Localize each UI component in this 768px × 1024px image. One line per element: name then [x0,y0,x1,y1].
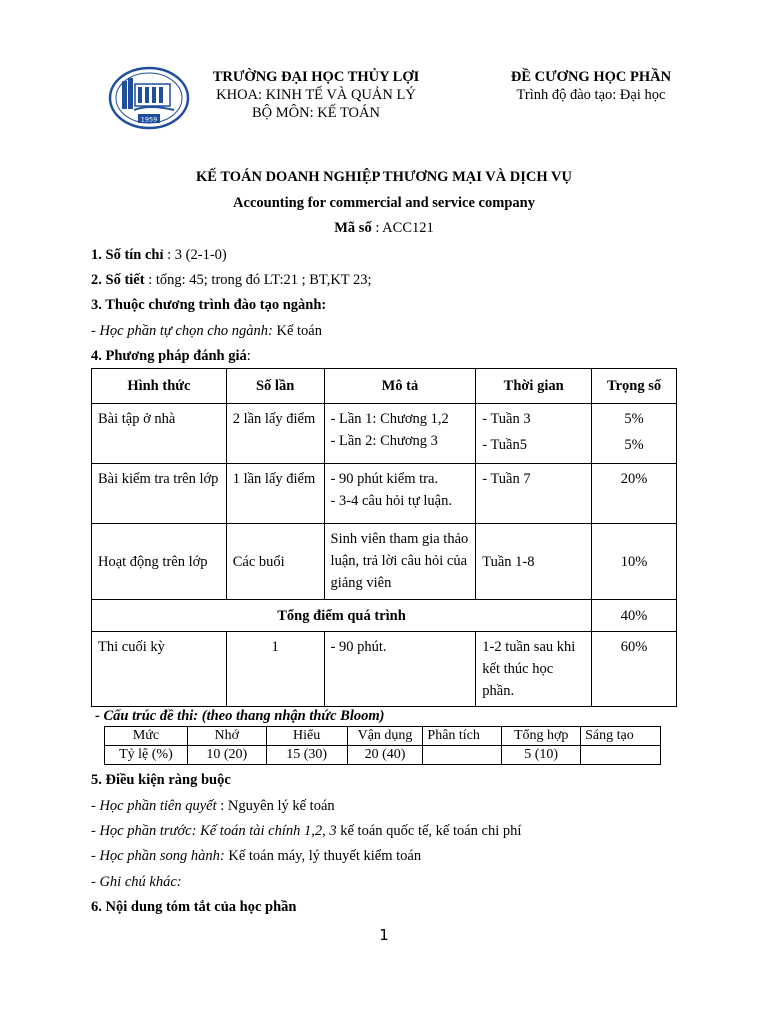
periods-label: Số tiết [105,272,145,288]
bloom-header-cell: Sáng tạo [581,727,661,746]
credits-value: : 3 (2-1-0) [163,247,227,263]
cell-time: 1-2 tuần sau khi kết thúc học phần. [476,632,592,707]
credits-num: 1. [91,247,102,263]
bloom-value-cell [581,746,661,765]
periods-num: 2. [91,272,102,288]
parallel-course-label: - Học phần song hành: [91,848,225,864]
logo-year: 1959 [140,115,158,124]
bloom-value-cell: Tỷ lệ (%) [105,746,188,765]
table-row [92,524,677,600]
desc-line: - Lần 1: Chương 1,2 [330,411,449,427]
bloom-header-cell: Nhớ [187,727,266,746]
bloom-header-cell: Hiểu [266,727,347,746]
prerequisite-line [91,797,335,815]
time-line: - Tuần 3 [482,411,531,427]
parallel-course-value: Kế toán máy, lý thuyết kiểm toán [224,848,422,864]
other-notes-line: - Ghi chú khác: [91,874,182,890]
cell-times: 1 lần lấy điểm [226,464,324,524]
desc-line: - Lần 2: Chương 3 [330,433,438,449]
training-level: Trình độ đào tạo: Đại học [516,87,666,103]
cell-form: Hoạt động trên lớp [92,524,227,600]
bloom-header-row [105,727,661,746]
elective-line [91,322,322,340]
bloom-value-row [105,746,661,765]
course-code-label: Mã số [334,220,372,236]
col-header-description: Mô tả [324,369,476,404]
col-header-times: Số lần [226,369,324,404]
prior-course-line [91,822,521,840]
table-row [92,404,677,464]
page-number: 1 [379,926,389,944]
desc-line: - 3-4 câu hỏi tự luận. [330,493,452,509]
time-line: - Tuần5 [482,437,527,453]
bloom-header-cell: Phân tích [423,727,502,746]
assessment-heading-text: 4. Phương pháp đánh giá [91,348,247,364]
cell-description: - 90 phút. [324,632,476,707]
col-header-weight: Trọng số [592,369,677,404]
bloom-value-cell [423,746,502,765]
faculty-name: KHOA: KINH TẾ VÀ QUẢN LÝ [216,87,416,103]
cell-description [324,404,476,464]
assessment-heading [91,347,251,365]
weight-line: 5% [624,411,644,427]
bloom-header-cell: Vận dụng [347,727,423,746]
bloom-value-cell: 15 (30) [266,746,347,765]
bloom-table [104,726,661,765]
summary-heading: 6. Nội dung tóm tắt của học phần [91,899,297,915]
header-right [486,68,696,104]
bloom-value-cell: 10 (20) [187,746,266,765]
prior-course-value: kế toán quốc tế, kế toán chi phí [336,823,522,839]
elective-label: - Học phần tự chọn cho ngành: [91,323,273,339]
constraints-heading: 5. Điều kiện ràng buộc [91,772,231,788]
credits-label: Số tín chỉ [105,247,164,263]
desc-line: - 90 phút kiểm tra. [330,471,439,487]
total-label: Tổng điểm quá trình [92,600,592,632]
table-header-row [92,369,677,404]
university-logo [108,66,190,130]
cell-weight [592,404,677,464]
total-row [92,600,677,632]
prior-course-label: - Học phần trước: Kế toán tài chính 1,2, 3 [91,823,337,839]
col-header-form: Hình thức [92,369,227,404]
parallel-course-line [91,847,421,865]
cell-form: Bài tập ở nhà [92,404,227,464]
table-row [92,632,677,707]
assessment-heading-colon: : [246,348,251,364]
assessment-table [91,368,677,707]
elective-value: Kế toán [272,323,322,339]
department-name: BỘ MÔN: KẾ TOÁN [252,105,380,121]
prerequisite-value: : Nguyên lý kế toán [216,798,335,814]
cell-times: 2 lần lấy điểm [226,404,324,464]
total-value: 40% [592,600,677,632]
cell-weight: 60% [592,632,677,707]
course-code [0,220,768,237]
course-title-en: Accounting for commercial and service company [233,195,535,211]
table-row [92,464,677,524]
cell-form: Thi cuối kỳ [92,632,227,707]
weight-line: 5% [624,437,644,453]
document-type: ĐỀ CƯƠNG HỌC PHẦN [510,69,672,85]
periods-value: : tổng: 45; trong đó LT:21 ; BT,KT 23; [144,272,372,288]
header-left [196,68,436,122]
cell-weight: 10% [592,524,677,600]
cell-time: Tuần 1-8 [476,524,592,600]
credits-line [91,246,227,264]
course-code-value: : ACC121 [371,220,434,236]
cell-description: Sinh viên tham gia thảo luận, trả lời câu hỏi của giảng viên [324,524,476,600]
bloom-caption: - Cấu trúc đề thi: (theo thang nhận thức Bloom) [95,708,385,724]
course-title-vi: KẾ TOÁN DOANH NGHIỆP THƯƠNG MẠI VÀ DỊCH VỤ [196,169,572,185]
cell-time [476,404,592,464]
periods-line [91,271,372,289]
cell-times: Các buổi [226,524,324,600]
col-header-time: Thời gian [476,369,592,404]
bloom-header-cell: Tổng hợp [502,727,581,746]
bloom-value-cell: 20 (40) [347,746,423,765]
prerequisite-label: - Học phần tiên quyết [91,798,217,814]
program-heading: 3. Thuộc chương trình đào tạo ngành: [91,297,327,313]
cell-description [324,464,476,524]
cell-time: - Tuần 7 [476,464,592,524]
bloom-header-cell: Mức [105,727,188,746]
cell-weight: 20% [592,464,677,524]
cell-form: Bài kiểm tra trên lớp [92,464,227,524]
cell-times: 1 [226,632,324,707]
bloom-value-cell: 5 (10) [502,746,581,765]
school-name: TRƯỜNG ĐẠI HỌC THỦY LỢI [212,69,420,85]
